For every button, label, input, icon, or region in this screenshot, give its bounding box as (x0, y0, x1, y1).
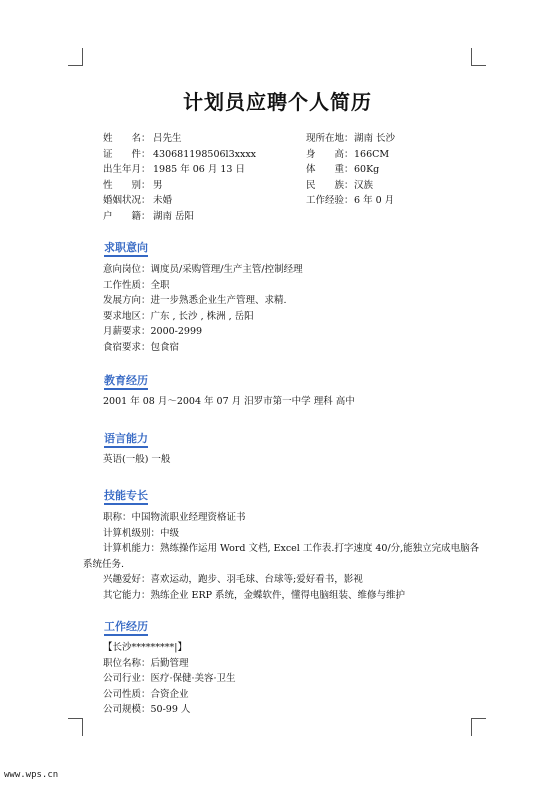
info-row-hukou (103, 209, 293, 225)
section-heading-education: 教育经历 (104, 374, 148, 390)
section-body-skills (83, 510, 483, 603)
info-row-birth (103, 162, 293, 178)
info-label: 出生年月： (103, 164, 151, 175)
info-value: 60Kg (354, 164, 380, 175)
crop-mark-bottom-right (471, 718, 486, 736)
info-label: 体 重： (306, 164, 354, 175)
section-body-language (103, 452, 483, 468)
work-line: 【长沙*********|】 (103, 642, 187, 653)
education-line: 2001 年 08 月～2004 年 07 月 汨罗市第一中学 理科 高中 (103, 396, 355, 407)
footer-watermark: www.wps.cn (4, 770, 59, 780)
info-row-marital (103, 193, 293, 209)
work-line: 公司行业：医疗·保健·美容·卫生 (103, 673, 236, 684)
info-label: 身 高： (306, 148, 354, 160)
skill-line: 计算机能力：熟练操作运用 Word 文档, Excel 工作表.打字速度 40/分,能独立完成电脑各 (103, 543, 480, 554)
section-body-intent (103, 262, 483, 355)
info-row-name (103, 131, 293, 147)
section-body-education (103, 394, 483, 410)
info-label: 工作经验： (306, 195, 354, 206)
intent-line: 意向岗位：调度员/采购管理/生产主管/控制经理 (103, 264, 303, 275)
intent-line: 发展方向：进一步熟悉企业生产管理、求精. (103, 295, 287, 306)
section-heading-work: 工作经历 (104, 620, 148, 636)
info-row-experience (306, 193, 476, 209)
section-heading-intent: 求职意向 (104, 241, 148, 257)
intent-line: 食宿要求：包食宿 (103, 341, 180, 353)
crop-mark-top-left (68, 48, 83, 66)
info-row-height (306, 147, 476, 163)
section-heading-skills: 技能专长 (104, 489, 148, 505)
section-heading-language: 语言能力 (104, 432, 148, 448)
info-label: 姓 名： (103, 133, 151, 144)
work-line: 公司规模：50-99 人 (103, 704, 191, 715)
info-label: 证 件： (103, 148, 151, 160)
intent-line: 要求地区：广东 , 长沙 , 株洲 , 岳阳 (103, 310, 254, 322)
info-label: 现所在地： (306, 133, 354, 144)
info-value: 湖南 岳阳 (153, 210, 195, 222)
work-line: 职位名称：后勤管理 (103, 657, 189, 669)
skill-line: 兴趣爱好：喜欢运动，跑步、羽毛球、台球等;爱好看书，影视 (103, 574, 363, 585)
info-label: 婚姻状况： (103, 195, 151, 206)
intent-line: 工作性质：全职 (103, 279, 170, 291)
info-row-ethnicity (306, 178, 476, 194)
info-value: 430681198506l3xxxx (153, 148, 257, 160)
info-row-weight (306, 162, 476, 178)
info-value: 166CM (354, 148, 390, 160)
info-row-id (103, 147, 293, 163)
info-value: 吕先生 (153, 133, 182, 144)
personal-info-right (306, 131, 476, 209)
section-body-work (103, 640, 483, 718)
info-label: 户 籍： (103, 210, 151, 222)
info-value: 汉族 (354, 179, 374, 191)
intent-line: 月薪要求：2000-2999 (103, 326, 203, 337)
info-value: 湖南 长沙 (354, 133, 396, 144)
skill-line: 职称：中国物流职业经理资格证书 (103, 512, 246, 523)
info-value: 未婚 (153, 195, 173, 206)
info-label: 民 族： (306, 179, 354, 191)
crop-mark-bottom-left (68, 718, 83, 736)
language-line: 英语(一般) 一般 (103, 454, 171, 465)
personal-info-left (103, 131, 293, 224)
info-label: 性 别： (103, 179, 151, 191)
skill-line: 计算机级别：中级 (103, 527, 180, 539)
page-title: 计划员应聘个人简历 (183, 90, 372, 114)
info-value: 6 年 0 月 (354, 195, 395, 206)
work-line: 公司性质：合资企业 (103, 688, 189, 700)
info-value: 男 (153, 179, 163, 191)
crop-mark-top-right (471, 48, 486, 66)
skill-line: 其它能力：熟练企业 ERP 系统，金蝶软件，懂得电脑组装、维修与维护 (103, 589, 406, 601)
info-row-location (306, 131, 476, 147)
info-value: 1985 年 06 月 13 日 (153, 164, 245, 175)
skill-line-continued: 系统任务. (83, 558, 125, 570)
info-row-gender (103, 178, 293, 194)
